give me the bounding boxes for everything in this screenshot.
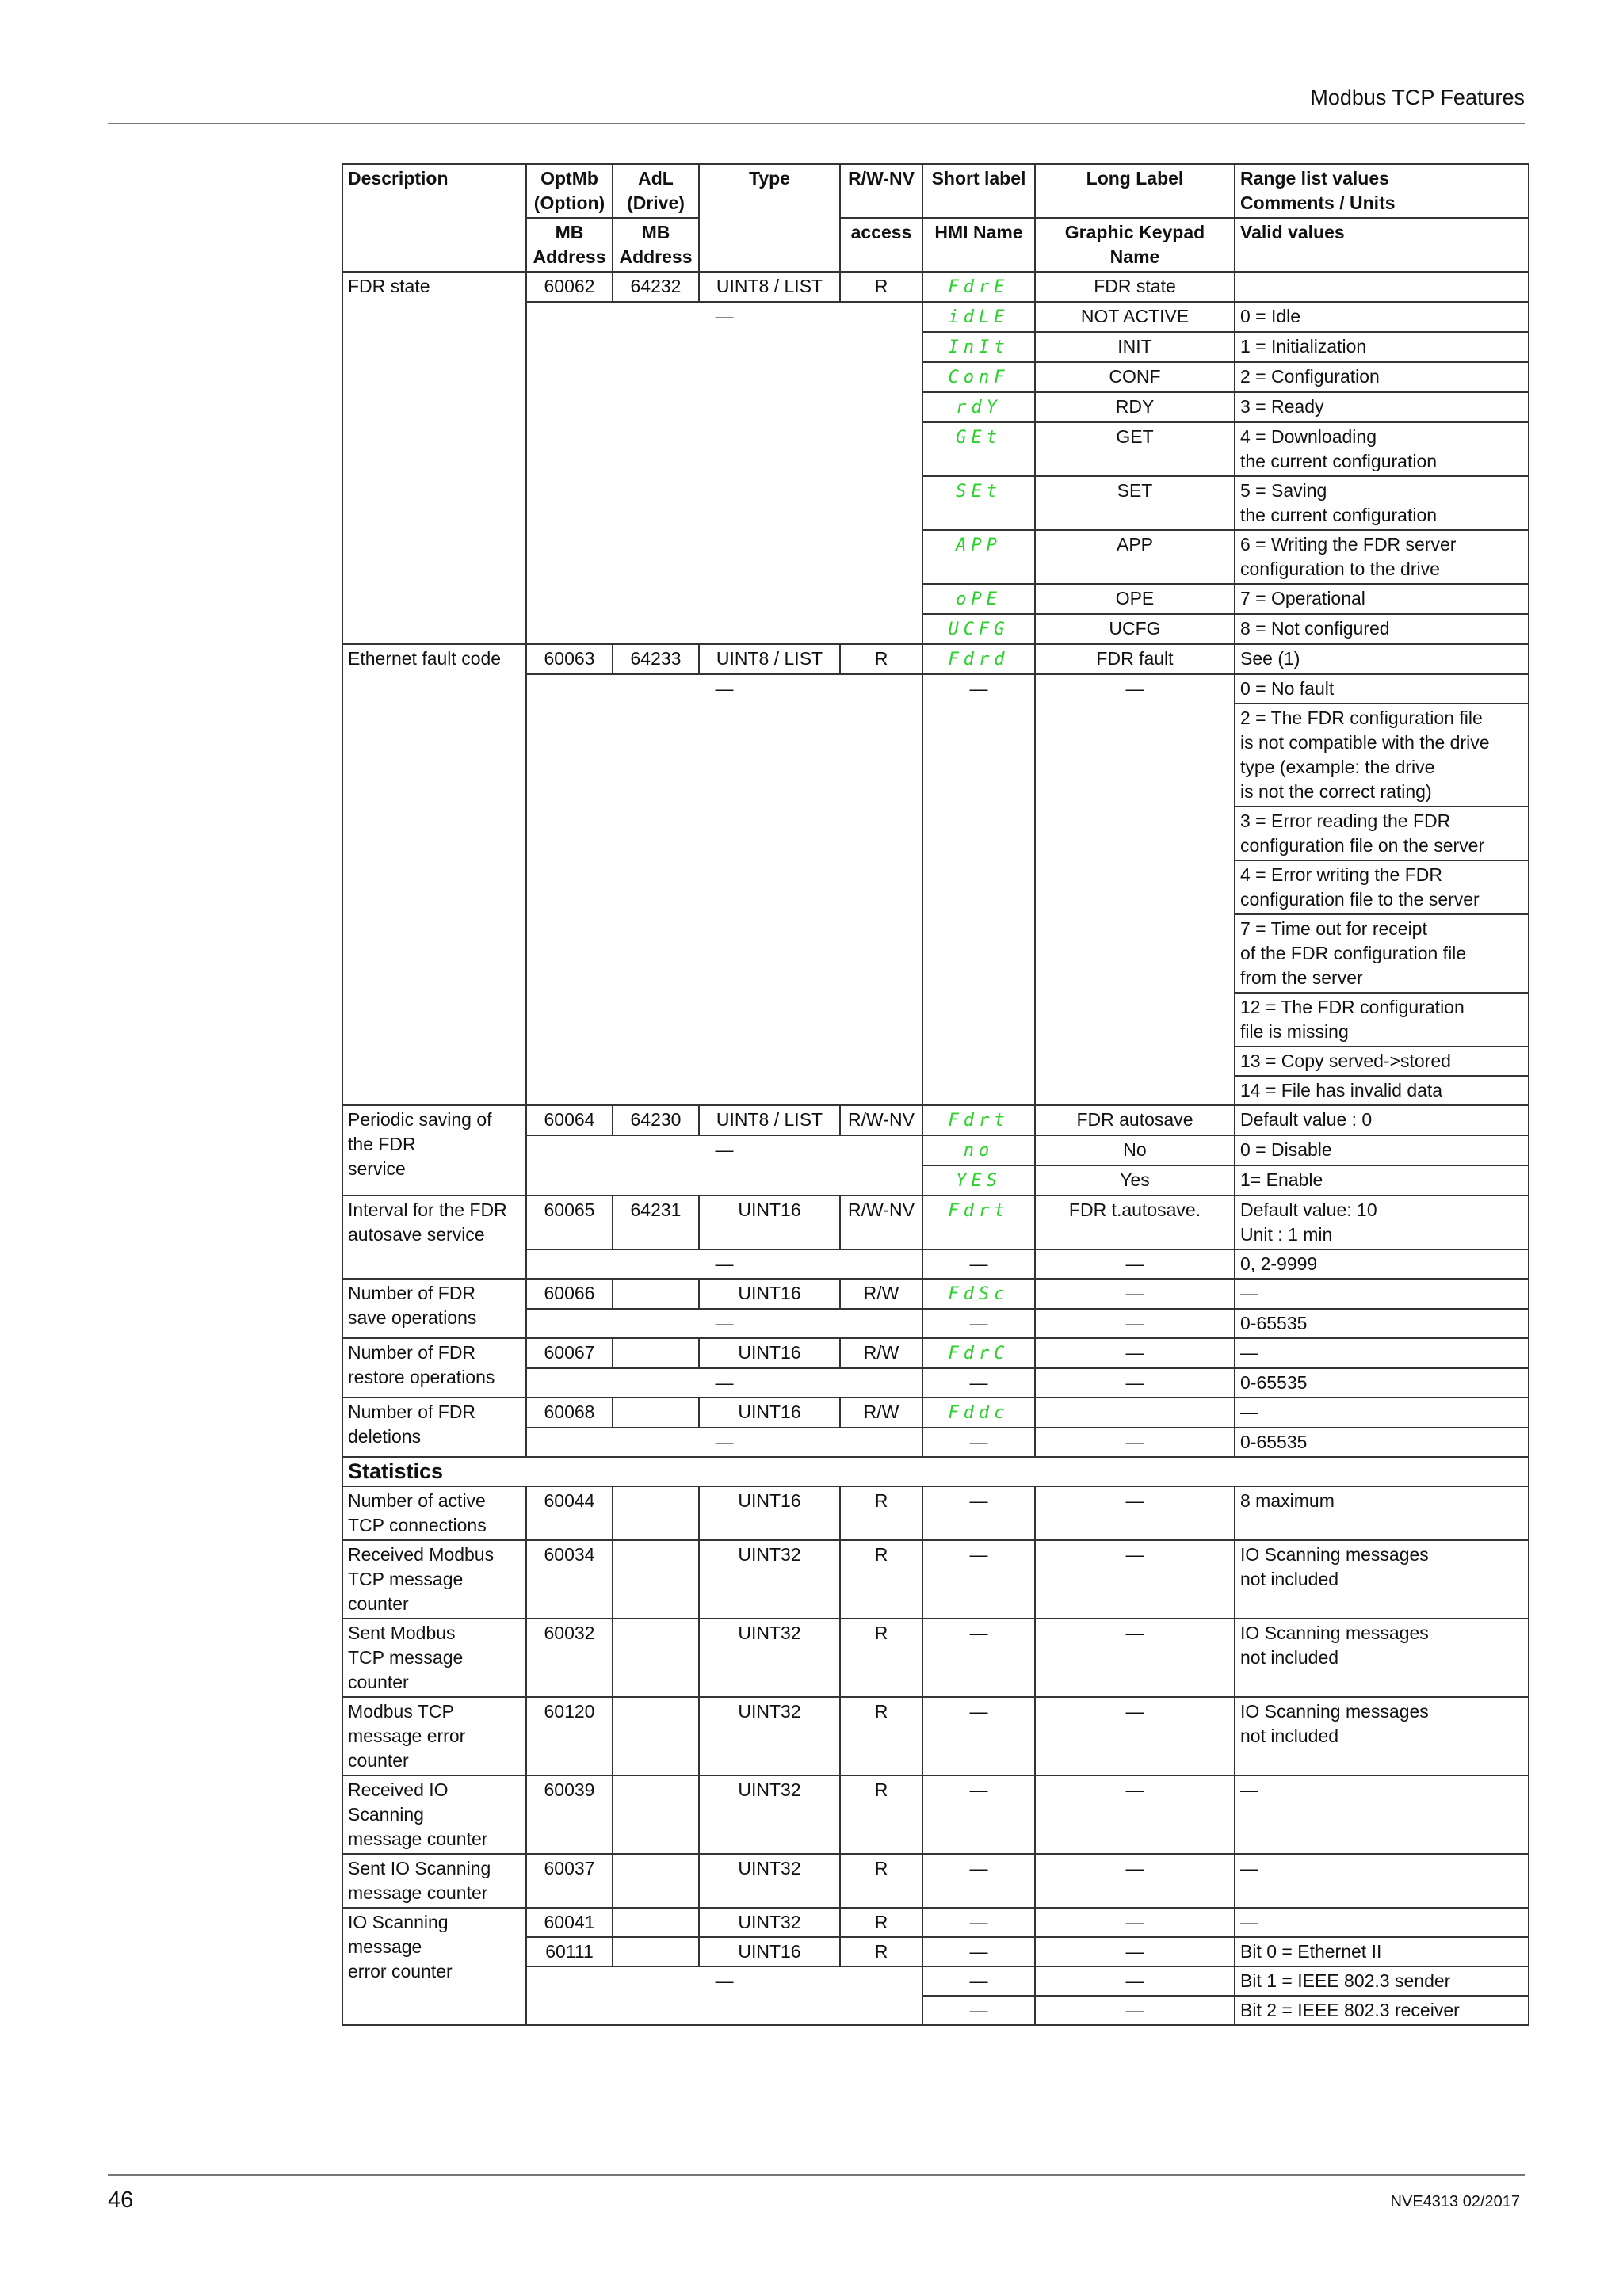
valid-value: Bit 2 = IEEE 802.3 receiver	[1235, 1996, 1529, 2025]
optmb-address: 60034	[526, 1540, 613, 1619]
dash-cell: —	[526, 302, 922, 644]
col-range: Range list values Comments / Units	[1235, 164, 1529, 218]
col-optmb: OptMb (Option)	[526, 164, 613, 218]
type-cell: UINT32	[699, 1540, 840, 1619]
col-access: access	[840, 218, 922, 272]
dash-cell: —	[1035, 1249, 1235, 1279]
table-row	[342, 272, 1529, 302]
dash-cell: —	[1035, 1937, 1235, 1966]
valid-value: 8 = Not configured	[1235, 614, 1529, 644]
row-description: Number of active TCP connections	[342, 1486, 526, 1540]
hmi-code: FdSc	[948, 1284, 1010, 1304]
adl-address	[613, 1398, 699, 1428]
optmb-address: 60065	[526, 1196, 613, 1249]
dash-cell: —	[1035, 1540, 1235, 1619]
row-description: Number of FDR restore operations	[342, 1338, 526, 1398]
col-optmb-address: MB Address	[526, 218, 613, 272]
valid-value	[1235, 272, 1529, 302]
access-cell: R/W	[840, 1338, 922, 1368]
footer-divider	[108, 2174, 1525, 2176]
dash-cell: —	[1035, 1775, 1235, 1854]
valid-value: 12 = The FDR configuration file is missing	[1235, 993, 1529, 1047]
access-cell: R	[840, 1486, 922, 1540]
keypad-name: —	[1035, 1338, 1235, 1368]
adl-address	[613, 1775, 699, 1854]
dash-cell: —	[1035, 674, 1235, 1105]
hmi-code: UCFG	[948, 620, 1010, 639]
optmb-address: 60068	[526, 1398, 613, 1428]
keypad-name: Yes	[1035, 1165, 1235, 1196]
hmi-code: Fddc	[948, 1403, 1010, 1423]
dash-cell: —	[526, 1368, 922, 1398]
dash-cell: —	[1035, 1966, 1235, 1996]
row-description: Number of FDR deletions	[342, 1398, 526, 1457]
valid-value: IO Scanning messages not included	[1235, 1619, 1529, 1697]
type-cell: UINT8 / LIST	[699, 1105, 840, 1135]
dash-cell: —	[922, 1249, 1035, 1279]
dash-cell: —	[1035, 1854, 1235, 1908]
row-description: Periodic saving of the FDR service	[342, 1105, 526, 1196]
valid-value: 4 = Error writing the FDR configuration file to the server	[1235, 860, 1529, 914]
parameter-table	[342, 163, 1529, 2026]
valid-value: See (1)	[1235, 644, 1529, 674]
keypad-name: No	[1035, 1135, 1235, 1165]
type-cell: UINT32	[699, 1908, 840, 1937]
table-row	[342, 1486, 1529, 1540]
dash-cell: —	[526, 1966, 922, 2025]
access-cell: R	[840, 644, 922, 674]
row-description: Received Modbus TCP message counter	[342, 1540, 526, 1619]
valid-value: —	[1235, 1279, 1529, 1309]
valid-value: 6 = Writing the FDR server configuration to the drive	[1235, 530, 1529, 584]
type-cell: UINT32	[699, 1775, 840, 1854]
type-cell: UINT8 / LIST	[699, 644, 840, 674]
access-cell: R/W-NV	[840, 1105, 922, 1135]
page-number: 46	[108, 2187, 134, 2213]
valid-value: 0 = Disable	[1235, 1135, 1529, 1165]
dash-cell: —	[922, 1854, 1035, 1908]
keypad-name: GET	[1035, 422, 1235, 476]
hmi-code: FdrE	[948, 277, 1010, 297]
hmi-code: APP	[956, 536, 1002, 555]
valid-value: —	[1235, 1398, 1529, 1428]
valid-value: 0 = Idle	[1235, 302, 1529, 332]
row-description: Received IO Scanning message counter	[342, 1775, 526, 1854]
row-description: Modbus TCP message error counter	[342, 1697, 526, 1775]
col-adl-address: MB Address	[613, 218, 699, 272]
hmi-code: idLE	[948, 307, 1010, 327]
table-row	[342, 1854, 1529, 1908]
col-type: Type	[699, 164, 840, 272]
valid-value: 0 = No fault	[1235, 674, 1529, 704]
table-row	[342, 1398, 1529, 1428]
table-row	[342, 1338, 1529, 1368]
col-valid-values: Valid values	[1235, 218, 1529, 272]
hmi-code: InIt	[948, 338, 1010, 357]
table-row	[342, 644, 1529, 674]
dash-cell: —	[526, 674, 922, 1105]
dash-cell: —	[526, 1249, 922, 1279]
dash-cell: —	[922, 1966, 1035, 1996]
col-adl: AdL (Drive)	[613, 164, 699, 218]
valid-value: 0-65535	[1235, 1368, 1529, 1398]
valid-value: 3 = Error reading the FDR configuration file on the server	[1235, 807, 1529, 860]
document-reference: NVE4313 02/2017	[1390, 2193, 1520, 2210]
dash-cell: —	[922, 1908, 1035, 1937]
valid-value: 7 = Operational	[1235, 584, 1529, 614]
dash-cell: —	[922, 1996, 1035, 2025]
keypad-name: UCFG	[1035, 614, 1235, 644]
access-cell: R	[840, 1937, 922, 1966]
adl-address: 64233	[613, 644, 699, 674]
table-row	[342, 1540, 1529, 1619]
valid-value: —	[1235, 1908, 1529, 1937]
adl-address	[613, 1937, 699, 1966]
table-row	[342, 1775, 1529, 1854]
optmb-address: 60041	[526, 1908, 613, 1937]
dash-cell: —	[922, 674, 1035, 1105]
col-description: Description	[342, 164, 526, 272]
access-cell: R/W	[840, 1279, 922, 1309]
dash-cell: —	[1035, 1697, 1235, 1775]
dash-cell: —	[1035, 1486, 1235, 1540]
keypad-name: NOT ACTIVE	[1035, 302, 1235, 332]
dash-cell: —	[1035, 1309, 1235, 1338]
optmb-address: 60062	[526, 272, 613, 302]
keypad-name: CONF	[1035, 362, 1235, 392]
keypad-name: FDR t.autosave.	[1035, 1196, 1235, 1249]
access-cell: R/W-NV	[840, 1196, 922, 1249]
keypad-name: RDY	[1035, 392, 1235, 422]
hmi-code: SEt	[956, 482, 1002, 502]
optmb-address: 60066	[526, 1279, 613, 1309]
type-cell: UINT16	[699, 1398, 840, 1428]
valid-value: 8 maximum	[1235, 1486, 1529, 1540]
dash-cell: —	[922, 1309, 1035, 1338]
adl-address	[613, 1854, 699, 1908]
type-cell: UINT32	[699, 1619, 840, 1697]
page-header-title: Modbus TCP Features	[1310, 86, 1525, 109]
col-long-label: Long Label	[1035, 164, 1235, 218]
optmb-address: 60037	[526, 1854, 613, 1908]
hmi-code: FdrC	[948, 1344, 1010, 1363]
dash-cell: —	[1035, 1996, 1235, 2025]
col-short-label: Short label	[922, 164, 1035, 218]
row-description: Interval for the FDR autosave service	[342, 1196, 526, 1279]
optmb-address: 60067	[526, 1338, 613, 1368]
valid-value: —	[1235, 1854, 1529, 1908]
access-cell: R	[840, 1619, 922, 1697]
dash-cell: —	[922, 1486, 1035, 1540]
hmi-code: ConF	[948, 368, 1010, 387]
dash-cell: —	[922, 1619, 1035, 1697]
row-description: Sent IO Scanning message counter	[342, 1854, 526, 1908]
keypad-name: SET	[1035, 476, 1235, 530]
access-cell: R	[840, 1540, 922, 1619]
valid-value: 0, 2-9999	[1235, 1249, 1529, 1279]
hmi-code: YES	[956, 1171, 1002, 1191]
row-description: FDR state	[342, 272, 526, 644]
keypad-name: OPE	[1035, 584, 1235, 614]
keypad-name: FDR fault	[1035, 644, 1235, 674]
adl-address	[613, 1279, 699, 1309]
col-keypad-name: Graphic Keypad Name	[1035, 218, 1235, 272]
valid-value: 13 = Copy served->stored	[1235, 1047, 1529, 1076]
dash-cell: —	[922, 1775, 1035, 1854]
statistics-heading: Statistics	[342, 1457, 1529, 1486]
optmb-address: 60044	[526, 1486, 613, 1540]
type-cell: UINT8 / LIST	[699, 272, 840, 302]
valid-value: 3 = Ready	[1235, 392, 1529, 422]
adl-address	[613, 1908, 699, 1937]
hmi-code: GEt	[956, 428, 1002, 448]
hmi-code: oPE	[956, 589, 1002, 609]
header-divider	[108, 123, 1525, 124]
hmi-code: no	[963, 1141, 995, 1161]
type-cell: UINT16	[699, 1279, 840, 1309]
table-row	[342, 1279, 1529, 1309]
optmb-address: 60032	[526, 1619, 613, 1697]
type-cell: UINT16	[699, 1486, 840, 1540]
access-cell: R	[840, 272, 922, 302]
row-description: Ethernet fault code	[342, 644, 526, 1105]
valid-value: 14 = File has invalid data	[1235, 1076, 1529, 1105]
dash-cell: —	[526, 1428, 922, 1457]
access-cell: R	[840, 1775, 922, 1854]
dash-cell: —	[922, 1540, 1035, 1619]
adl-address: 64231	[613, 1196, 699, 1249]
keypad-name: APP	[1035, 530, 1235, 584]
adl-address: 64232	[613, 272, 699, 302]
optmb-address: 60120	[526, 1697, 613, 1775]
valid-value: 0-65535	[1235, 1428, 1529, 1457]
type-cell: UINT16	[699, 1196, 840, 1249]
access-cell: R	[840, 1854, 922, 1908]
dash-cell: —	[1035, 1428, 1235, 1457]
header-row-1	[342, 164, 1529, 218]
dash-cell: —	[922, 1697, 1035, 1775]
valid-value: IO Scanning messages not included	[1235, 1697, 1529, 1775]
table-row	[342, 1105, 1529, 1135]
valid-value: Default value: 10 Unit : 1 min	[1235, 1196, 1529, 1249]
valid-value: 5 = Saving the current configuration	[1235, 476, 1529, 530]
dash-cell: —	[526, 1135, 922, 1196]
valid-value: —	[1235, 1338, 1529, 1368]
type-cell: UINT32	[699, 1854, 840, 1908]
dash-cell: —	[1035, 1908, 1235, 1937]
row-description: Sent Modbus TCP message counter	[342, 1619, 526, 1697]
valid-value: 0-65535	[1235, 1309, 1529, 1338]
hmi-code: rdY	[956, 398, 1002, 418]
access-cell: R	[840, 1908, 922, 1937]
keypad-name: INIT	[1035, 332, 1235, 362]
valid-value: 7 = Time out for receipt of the FDR configuration file from the server	[1235, 914, 1529, 993]
valid-value: 1= Enable	[1235, 1165, 1529, 1196]
col-hmi-name: HMI Name	[922, 218, 1035, 272]
adl-address	[613, 1540, 699, 1619]
keypad-name: FDR state	[1035, 272, 1235, 302]
adl-address: 64230	[613, 1105, 699, 1135]
hmi-code: Fdrd	[948, 650, 1010, 669]
hmi-code: Fdrt	[948, 1201, 1010, 1221]
table-row	[342, 1619, 1529, 1697]
adl-address	[613, 1697, 699, 1775]
dash-cell: —	[922, 1368, 1035, 1398]
dash-cell: —	[1035, 1619, 1235, 1697]
dash-cell: —	[526, 1309, 922, 1338]
type-cell: UINT32	[699, 1697, 840, 1775]
table-row	[342, 1908, 1529, 1937]
dash-cell: —	[922, 1937, 1035, 1966]
valid-value: 2 = Configuration	[1235, 362, 1529, 392]
keypad-name: —	[1035, 1279, 1235, 1309]
adl-address	[613, 1619, 699, 1697]
table-row	[342, 1697, 1529, 1775]
col-rw: R/W-NV	[840, 164, 922, 218]
valid-value: Default value : 0	[1235, 1105, 1529, 1135]
optmb-address: 60039	[526, 1775, 613, 1854]
type-cell: UINT16	[699, 1937, 840, 1966]
valid-value: Bit 0 = Ethernet II	[1235, 1937, 1529, 1966]
table-row	[342, 1196, 1529, 1249]
valid-value: 1 = Initialization	[1235, 332, 1529, 362]
valid-value: 4 = Downloading the current configuration	[1235, 422, 1529, 476]
access-cell: R/W	[840, 1398, 922, 1428]
row-description: IO Scanning message error counter	[342, 1908, 526, 2025]
adl-address	[613, 1486, 699, 1540]
valid-value: 2 = The FDR configuration file is not compatible with the drive type (example: the drive is not the correct rating)	[1235, 704, 1529, 807]
row-description: Number of FDR save operations	[342, 1279, 526, 1338]
hmi-code: Fdrt	[948, 1111, 1010, 1131]
type-cell: UINT16	[699, 1338, 840, 1368]
optmb-address: 60111	[526, 1937, 613, 1966]
keypad-name	[1035, 1398, 1235, 1428]
optmb-address: 60063	[526, 644, 613, 674]
keypad-name: FDR autosave	[1035, 1105, 1235, 1135]
section-row	[342, 1457, 1529, 1486]
optmb-address: 60064	[526, 1105, 613, 1135]
valid-value: Bit 1 = IEEE 802.3 sender	[1235, 1966, 1529, 1996]
access-cell: R	[840, 1697, 922, 1775]
valid-value: IO Scanning messages not included	[1235, 1540, 1529, 1619]
adl-address	[613, 1338, 699, 1368]
dash-cell: —	[922, 1428, 1035, 1457]
dash-cell: —	[1035, 1368, 1235, 1398]
valid-value: —	[1235, 1775, 1529, 1854]
